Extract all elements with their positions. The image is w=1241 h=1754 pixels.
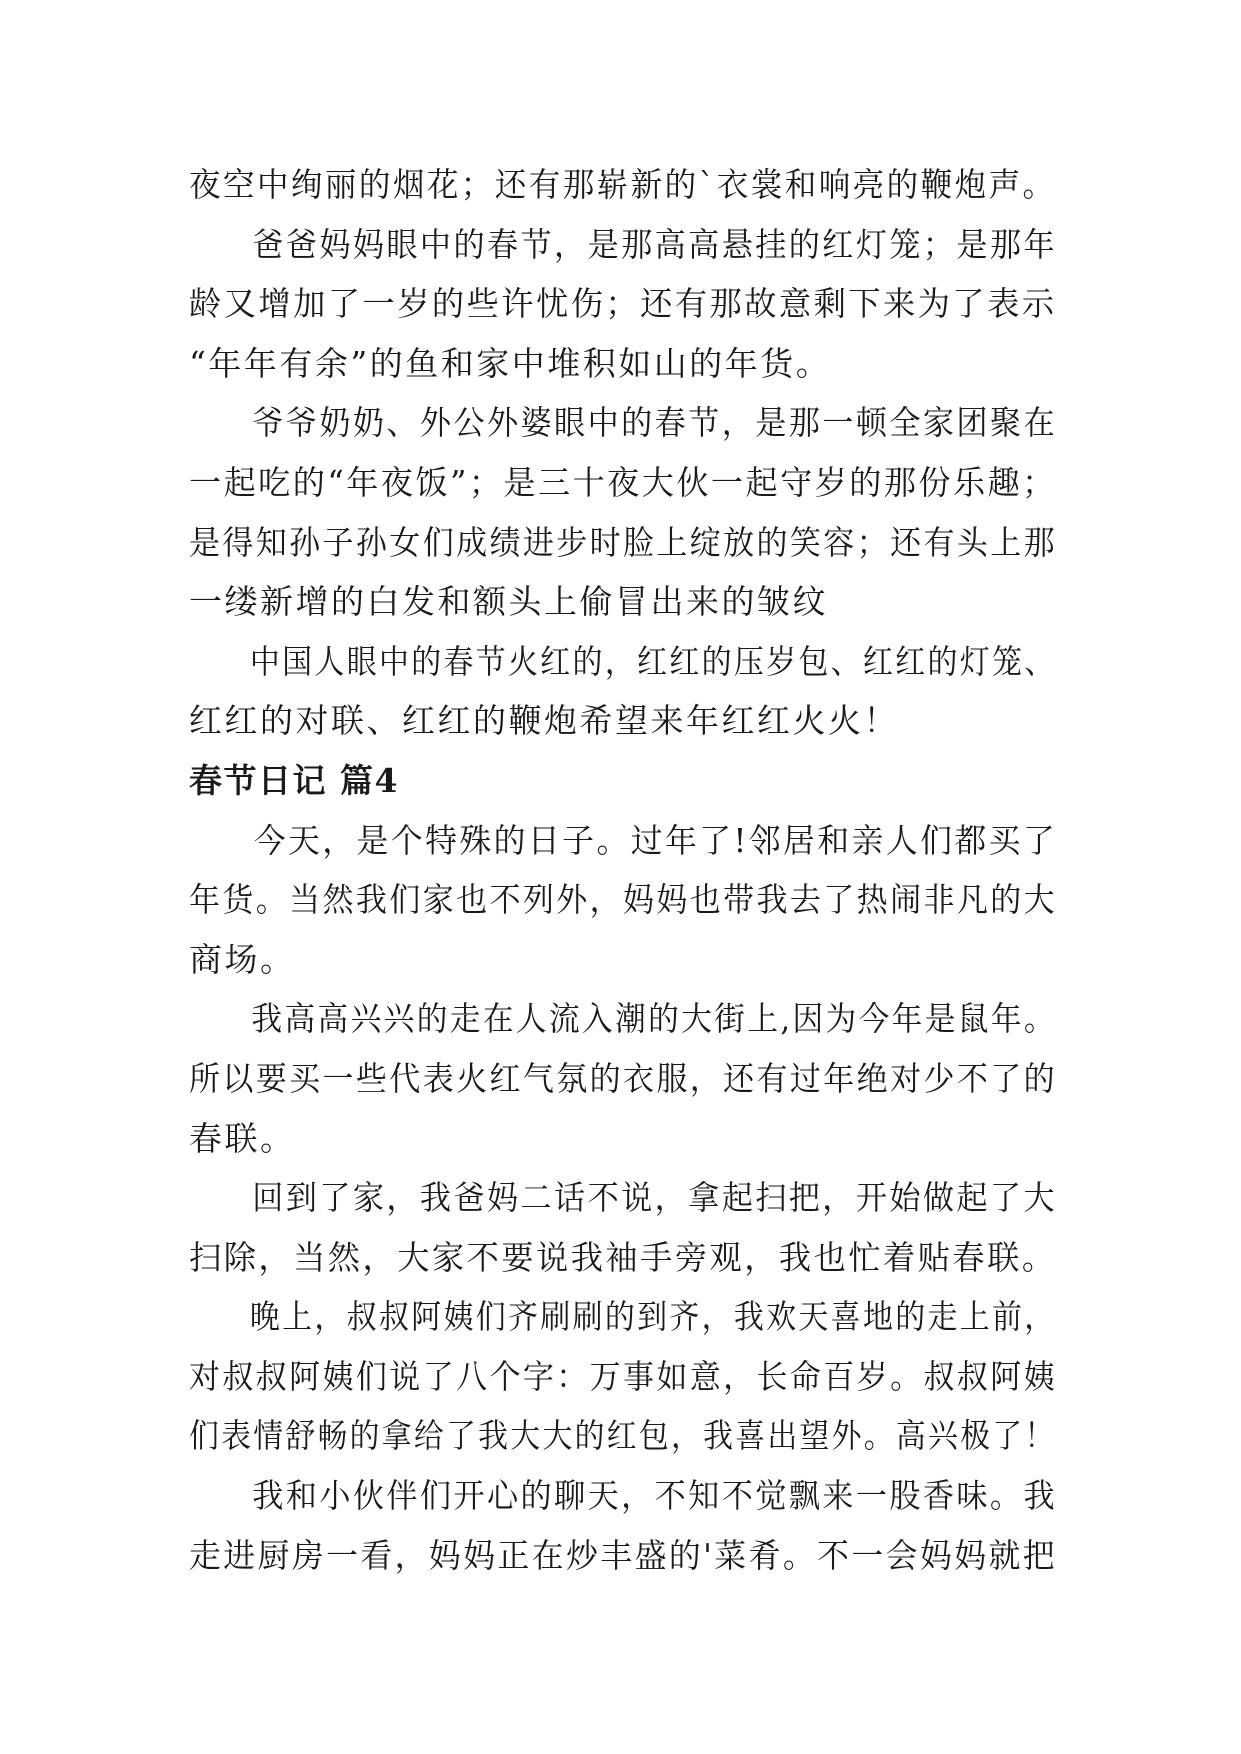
- text-line: 我高高兴兴的走在人流入潮的大街上,因为今年是鼠年。: [251, 999, 1057, 1039]
- section-heading: [189, 751, 1059, 811]
- text-line: 商场。: [189, 939, 296, 979]
- text-line: “年年有余”的鱼和家中堆积如山的年货。: [189, 343, 832, 383]
- document-page: [189, 155, 1059, 1585]
- text-line: 今天，是个特殊的日子。过年了!邻居和亲人们都买了: [253, 820, 1058, 860]
- paragraph-4: [189, 632, 1059, 751]
- text-line: 红红的对联、红红的鞭炮希望来年红红火火！: [189, 701, 899, 741]
- text-line: 爸爸妈妈眼中的春节，是那高高悬挂的红灯笼；是那年: [252, 224, 1057, 264]
- text-line: 回到了家，我爸妈二话不说，拿起扫把，开始做起了大: [252, 1178, 1057, 1218]
- paragraph-7: [189, 1168, 1059, 1287]
- text-line: 夜空中绚丽的烟花；还有那崭新的`衣裳和响亮的鞭炮声。: [189, 165, 1057, 204]
- text-line: 扫除，当然，大家不要说我袖手旁观，我也忙着贴春联。: [189, 1237, 1057, 1277]
- paragraph-1: [189, 155, 1059, 215]
- text-line: 一缕新增的白发和额头上偷冒出来的皱纹: [189, 582, 828, 622]
- text-line: 龄又增加了一岁的些许忧伤；还有那故意剩下来为了表示: [189, 284, 1057, 324]
- text-line: 所以要买一些代表火红气氛的衣服，还有过年绝对少不了的: [189, 1058, 1057, 1098]
- text-line: 我和小伙伴们开心的聊天，不知不觉飘来一股香味。我: [252, 1476, 1057, 1516]
- paragraph-9: [189, 1466, 1059, 1585]
- paragraph-8: [189, 1287, 1059, 1466]
- text-line: 是得知孙子孙女们成绩进步时脸上绽放的笑容；还有头上那: [189, 522, 1057, 562]
- paragraph-6: [189, 989, 1059, 1168]
- text-line: 走进厨房一看，妈妈正在炒丰盛的'菜肴。不一会妈妈就把: [189, 1535, 1058, 1575]
- text-line: 春联。: [189, 1118, 296, 1158]
- text-line: 一起吃的“年夜饭”；是三十夜大伙一起守岁的那份乐趣；: [189, 462, 1057, 502]
- text-line: 年货。当然我们家也不列外，妈妈也带我去了热闹非凡的大: [189, 880, 1057, 920]
- paragraph-2: [189, 215, 1059, 394]
- text-line: 中国人眼中的春节火红的，红红的压岁包、红红的灯笼、: [249, 641, 1057, 681]
- text-line: 们表情舒畅的拿给了我大大的红包，我喜出望外。高兴极了！: [189, 1416, 1057, 1456]
- text-line: 晚上，叔叔阿姨们齐刷刷的到齐，我欢天喜地的走上前，: [249, 1297, 1057, 1337]
- text-line: 爷爷奶奶、外公外婆眼中的春节，是那一顿全家团聚在: [252, 403, 1057, 443]
- paragraph-5: [189, 811, 1059, 990]
- text-line: 对叔叔阿姨们说了八个字：万事如意，长命百岁。叔叔阿姨: [189, 1356, 1057, 1396]
- paragraph-3: [189, 393, 1059, 631]
- heading-text: 春节日记 篇4: [189, 760, 399, 800]
